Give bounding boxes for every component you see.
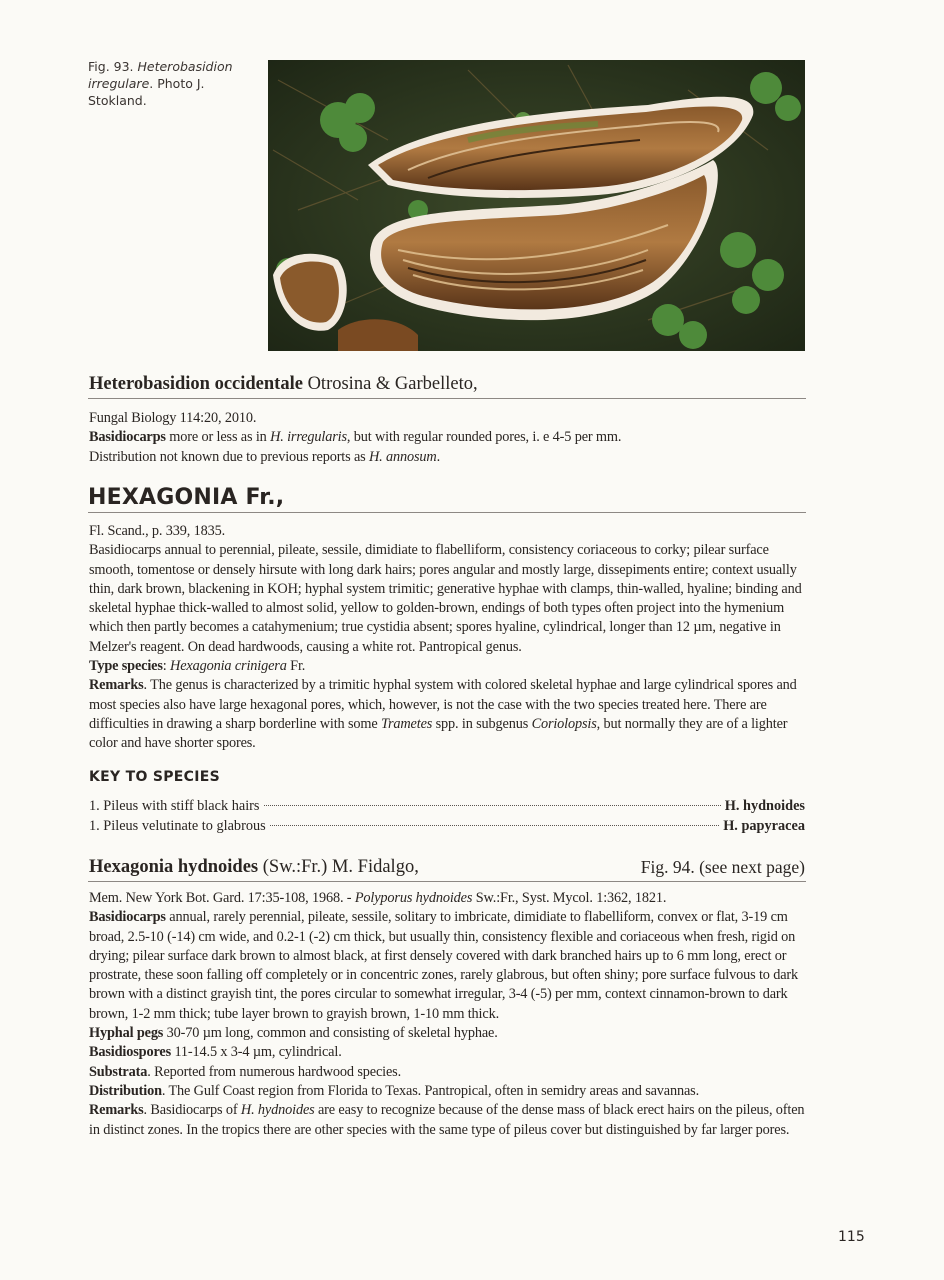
- text-segment: , but normally they are of a lighter color and have shorter spores.: [89, 715, 788, 752]
- h-occidentale-name: Heterobasidion occidentale: [89, 374, 303, 394]
- italic-species: H. irregularis: [270, 429, 347, 446]
- key-row: [89, 816, 805, 836]
- text-segment: Fr.: [286, 658, 306, 675]
- genus-heading: HEXAGONIA Fr.,: [88, 485, 285, 510]
- caption-fig-label: Fig. 93.: [88, 59, 134, 74]
- divider: [88, 398, 806, 399]
- italic-species: H. hydnoides: [240, 1102, 315, 1119]
- caption-species: Heterobasidion irregulare: [88, 59, 233, 91]
- text-segment: .: [436, 448, 441, 465]
- divider: [88, 512, 806, 513]
- label-basidiospores: Basidiospores: [89, 1044, 172, 1061]
- bracket-fungus-image: [268, 60, 805, 351]
- figure-reference: Fig. 94. (see next page): [640, 857, 805, 877]
- key-couplet-text: 1. Pileus with stiff black hairs: [89, 798, 260, 814]
- label-remarks: Remarks: [89, 1102, 144, 1119]
- label-hyphal-pegs: Hyphal pegs: [89, 1025, 164, 1042]
- h-hydnoides-ref: [89, 889, 805, 908]
- h-hydnoides-distribution: [89, 1082, 805, 1101]
- h-occidentale-ref: Fungal Biology 114:20, 2010.: [89, 410, 257, 426]
- h-occidentale-body: [89, 409, 805, 467]
- text-segment: are easy to recognize because of the dense mass of black erect hairs on the pileus, often in distinct zones. In the tropics there are other species with the same type of pileus cover but distinguished by far larger pores.: [89, 1102, 805, 1138]
- text-segment: Mem. New York Bot. Gard. 17:35-108, 1968. -: [89, 890, 355, 906]
- text-segment: 30-70 µm long, common and consisting of skeletal hyphae.: [163, 1025, 498, 1042]
- fungus-photo: [268, 60, 805, 351]
- text-segment: Sw.:Fr., Syst. Mycol. 1:362, 1821.: [472, 890, 667, 906]
- text-segment: . The Gulf Coast region from Florida to Texas. Pantropical, often in semidry areas and savannas.: [161, 1082, 700, 1099]
- hexagonia-type-species: [89, 657, 805, 676]
- text-segment: :: [162, 658, 171, 675]
- h-hydnoides-pegs: [89, 1024, 805, 1043]
- text-segment: 11-14.5 x 3-4 µm, cylindrical.: [171, 1044, 342, 1061]
- label-remarks: Remarks: [89, 677, 144, 694]
- h-hydnoides-spores: [89, 1043, 805, 1062]
- label-basidiocarps: Basidiocarps: [89, 909, 166, 926]
- label-type-species: Type species: [89, 658, 163, 675]
- h-occidentale-heading: [89, 372, 805, 396]
- label-basidiocarps: Basidiocarps: [89, 429, 166, 446]
- italic-basionym: Polyporus hydnoides: [354, 890, 473, 906]
- text-segment: Distribution not known due to previous reports as: [89, 448, 369, 465]
- text-segment: annual, rarely perennial, pileate, sessile, solitary to imbricate, dimidiate to flabelliform, convex or flat, 3-19 cm broad, 2.5-10 (-14) cm wide, and 0.2-1 (-2) cm thick, but usually thin, consistency flexible and coriaceous when fresh, rigid on drying; pilear surface dark brown to almost black, at first densely covered with dark branched hairs up to 6 mm long, erect or prostrate, these soon falling off completely or in concentric zones, rarely glabrous, but often shiny; pore surface fulvous to dark brown with a distinct grayish tint, the pores circular to somewhat irregular, 3-4 (-5) per mm, context cinnamon-brown to dark brown, 1-2 mm thick; tube layer brown to grayish brown, 1-10 mm thick.: [89, 909, 799, 1022]
- text-segment: , but with regular rounded pores, i. e 4-5 per mm.: [346, 429, 622, 446]
- text-segment: . Basidiocarps of: [143, 1102, 241, 1119]
- h-hydnoides-substrata: [89, 1063, 805, 1082]
- italic-species: Hexagonia crinigera: [170, 658, 287, 675]
- figure-caption: [88, 58, 248, 109]
- text-segment: more or less as in: [165, 429, 271, 446]
- key-row: [89, 796, 805, 816]
- label-distribution: Distribution: [89, 1082, 162, 1099]
- label-substrata: Substrata: [89, 1063, 148, 1080]
- h-occidentale-distribution: [89, 448, 805, 467]
- page-number: 115: [838, 1229, 865, 1245]
- caption-credit: . Photo J. Stokland.: [88, 76, 205, 108]
- h-occidentale-authors: Otrosina & Garbelleto,: [302, 374, 478, 394]
- key-result: H. papyracea: [723, 818, 805, 834]
- italic-species: H. annosum: [369, 448, 437, 465]
- key-couplet-text: 1. Pileus velutinate to glabrous: [89, 818, 266, 834]
- hexagonia-ref: Fl. Scand., p. 339, 1835.: [89, 523, 226, 539]
- hexagonia-body: [89, 522, 805, 754]
- italic-genus: Trametes: [380, 715, 433, 732]
- dot-leader: [264, 805, 721, 806]
- h-hydnoides-basidiocarps: [89, 908, 805, 1024]
- text-segment: . Reported from numerous hardwood species.: [147, 1063, 401, 1080]
- hexagonia-description: Basidiocarps annual to perennial, pileate, sessile, dimidiate to flabelliform, consistency coriaceous to corky; pilear surface smooth, tomentose or densely hirsute with long dark hairs; pores angular and mostly large, dissepiments entire; context usually thin, dark brown, blackening in KOH; hyphal system trimitic; generative hyphae with clamps, thin-walled, hyaline; binding and skeletal hyphae thick-walled to almost solid, yellow to golden-brown, endings of both types often project into the hymenium which then partly becomes a catahymenium; true cystidia absent; spores hyaline, cylindrical, longer than 12 µm, negative in Melzer's reagent. On dead hardwoods, causing a white rot. Pantropical genus.: [89, 542, 802, 655]
- text-segment: . The genus is characterized by a trimitic hyphal system with colored skeletal hyphae and large cylindrical spores and most species also have large hexagonal pores, which, however, is not the case with the two species treated here. There are difficulties in drawing a sharp borderline with some: [89, 677, 797, 732]
- key-result: H. hydnoides: [724, 798, 805, 814]
- h-hydnoides-name: Hexagonia hydnoides: [89, 857, 259, 877]
- h-hydnoides-authors: (Sw.:Fr.) M. Fidalgo,: [258, 857, 419, 877]
- h-hydnoides-body: [89, 889, 805, 1140]
- dot-leader: [270, 825, 719, 826]
- text-segment: spp. in subgenus: [432, 715, 532, 732]
- key-heading: KEY TO SPECIES: [89, 769, 220, 785]
- divider: [88, 881, 806, 882]
- italic-subgenus: Coriolopsis: [531, 715, 597, 732]
- hexagonia-remarks: [89, 676, 805, 753]
- h-hydnoides-remarks: [89, 1101, 805, 1140]
- h-occidentale-basidiocarps: [89, 428, 805, 447]
